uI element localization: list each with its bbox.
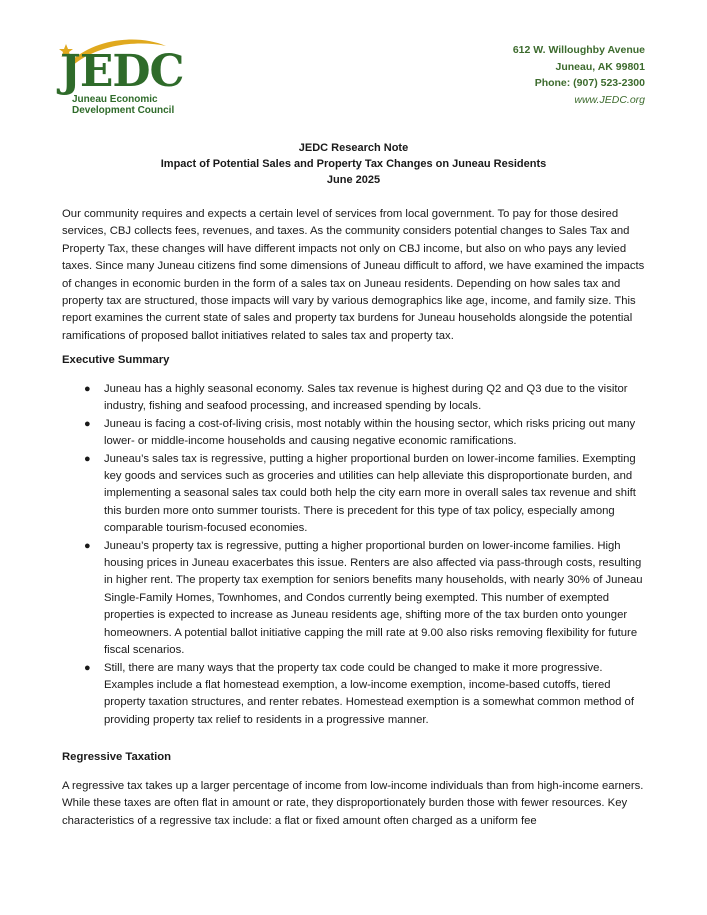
logo-wordmark: JEDC (60, 46, 184, 97)
bullet-icon: ● (84, 452, 91, 465)
bullet-icon: ● (84, 383, 91, 395)
list-item (84, 416, 650, 451)
jedc-logo (58, 32, 184, 117)
list-item (84, 538, 650, 660)
address-city: Juneau, AK 99801 (555, 60, 645, 73)
executive-summary-heading: Executive Summary (62, 354, 170, 366)
bullet-text: Still, there are many ways that the property tax code could be changed to make it more progressive. Examples include a flat homestead exemption, a low-income exemption, income-based cutoffs, tiered property taxation structures, and renter rebates. Homestead exemption is a somewhat common method of providing property tax relief to residents in a progressive manner. (104, 661, 634, 726)
regressive-taxation-heading: Regressive Taxation (62, 751, 172, 763)
intro-paragraph: Our community requires and expects a certain level of services from local government. To pay for those desired services, CBJ collects fees, revenues, and taxes. As the community considers potential changes to Sales Tax and Property Tax, these changes will have different impacts not only on CBJ income, but also on who pays any levied taxes. Since many Juneau citizens find some dimensions of Juneau difficult to afford, we have examined the impacts of changes in economic burden in the form of a sales tax on Juneau residents. Depending on how sales tax and property tax are structured, those impacts will vary by various demographics like age, income, and family size. This report examines the current state of sales and property tax burdens for Juneau households alongside the potential ramifications of proposed ballot initiatives related to sales tax and property tax. (62, 208, 645, 342)
bullet-icon: ● (84, 661, 91, 674)
logo-subline-2: Development Council (72, 105, 175, 116)
title-line-2: Impact of Potential Sales and Property Tax Changes on Juneau Residents (160, 158, 547, 170)
logo-subline-1: Juneau Economic (72, 94, 158, 105)
title-line-1: JEDC Research Note (298, 142, 409, 154)
document-title-block (0, 140, 707, 188)
address-street: 612 W. Willoughby Avenue (512, 44, 645, 56)
bullet-icon: ● (84, 539, 91, 552)
list-item (84, 381, 650, 416)
bullet-text: Juneau is facing a cost-of-living crisis, most notably within the housing sector, which risks pricing out many lower- or middle-income households and causing negative economic ramifications. (104, 417, 636, 448)
title-line-3: June 2025 (326, 174, 381, 186)
logo-subtitle (72, 94, 174, 116)
contact-address-block (513, 42, 645, 108)
address-phone: Phone: (907) 523-2300 (534, 77, 645, 89)
list-item (84, 451, 650, 538)
bullet-icon: ● (84, 417, 91, 430)
address-website: www.JEDC.org (574, 93, 645, 106)
bullet-text: Juneau has a highly seasonal economy. Sales tax revenue is highest during Q2 and Q3 due to the visitor industry, fishing and seafood processing, and increased spending by locals. (104, 383, 628, 413)
bullet-text: Juneau’s sales tax is regressive, putting a higher proportional burden on lower-income families. Exempting key goods and services such as groceries and utilities can help alleviate this disproportionate burden, and implementing a seasonal sales tax could both help the city earn more in overall sales tax revenue and shift this burden more onto summer tourists. There is precedent for this type of tax policy, especially among comparable tourism-focused economies. (104, 452, 636, 535)
regressive-taxation-paragraph: A regressive tax takes up a larger percentage of income from low-income individuals than from high-income earners. While these taxes are often flat in amount or rate, they disproportionately burden those with fewer resources. Key characteristics of a regressive tax include: a flat or fixed amount often charged as a uniform fee (62, 780, 644, 827)
executive-summary-list (84, 381, 650, 729)
bullet-text: Juneau’s property tax is regressive, putting a higher proportional burden on lower-income families. High housing prices in Juneau exacerbates this issue. Renters are also affected via pass-through costs, resulting in higher rent. The property tax exemption for seniors benefits many households, with nearly 30% of Juneau Single-Family Homes, Townhomes, and Condos currently being exempted. This number of exempted properties is expected to increase as Juneau residents age, shifting more of the tax burden onto younger homeowners. A potential ballot initiative capping the mill rate at 9.00 also risks removing flexibility for future fiscal scenarios. (104, 539, 643, 657)
list-item (84, 660, 650, 730)
